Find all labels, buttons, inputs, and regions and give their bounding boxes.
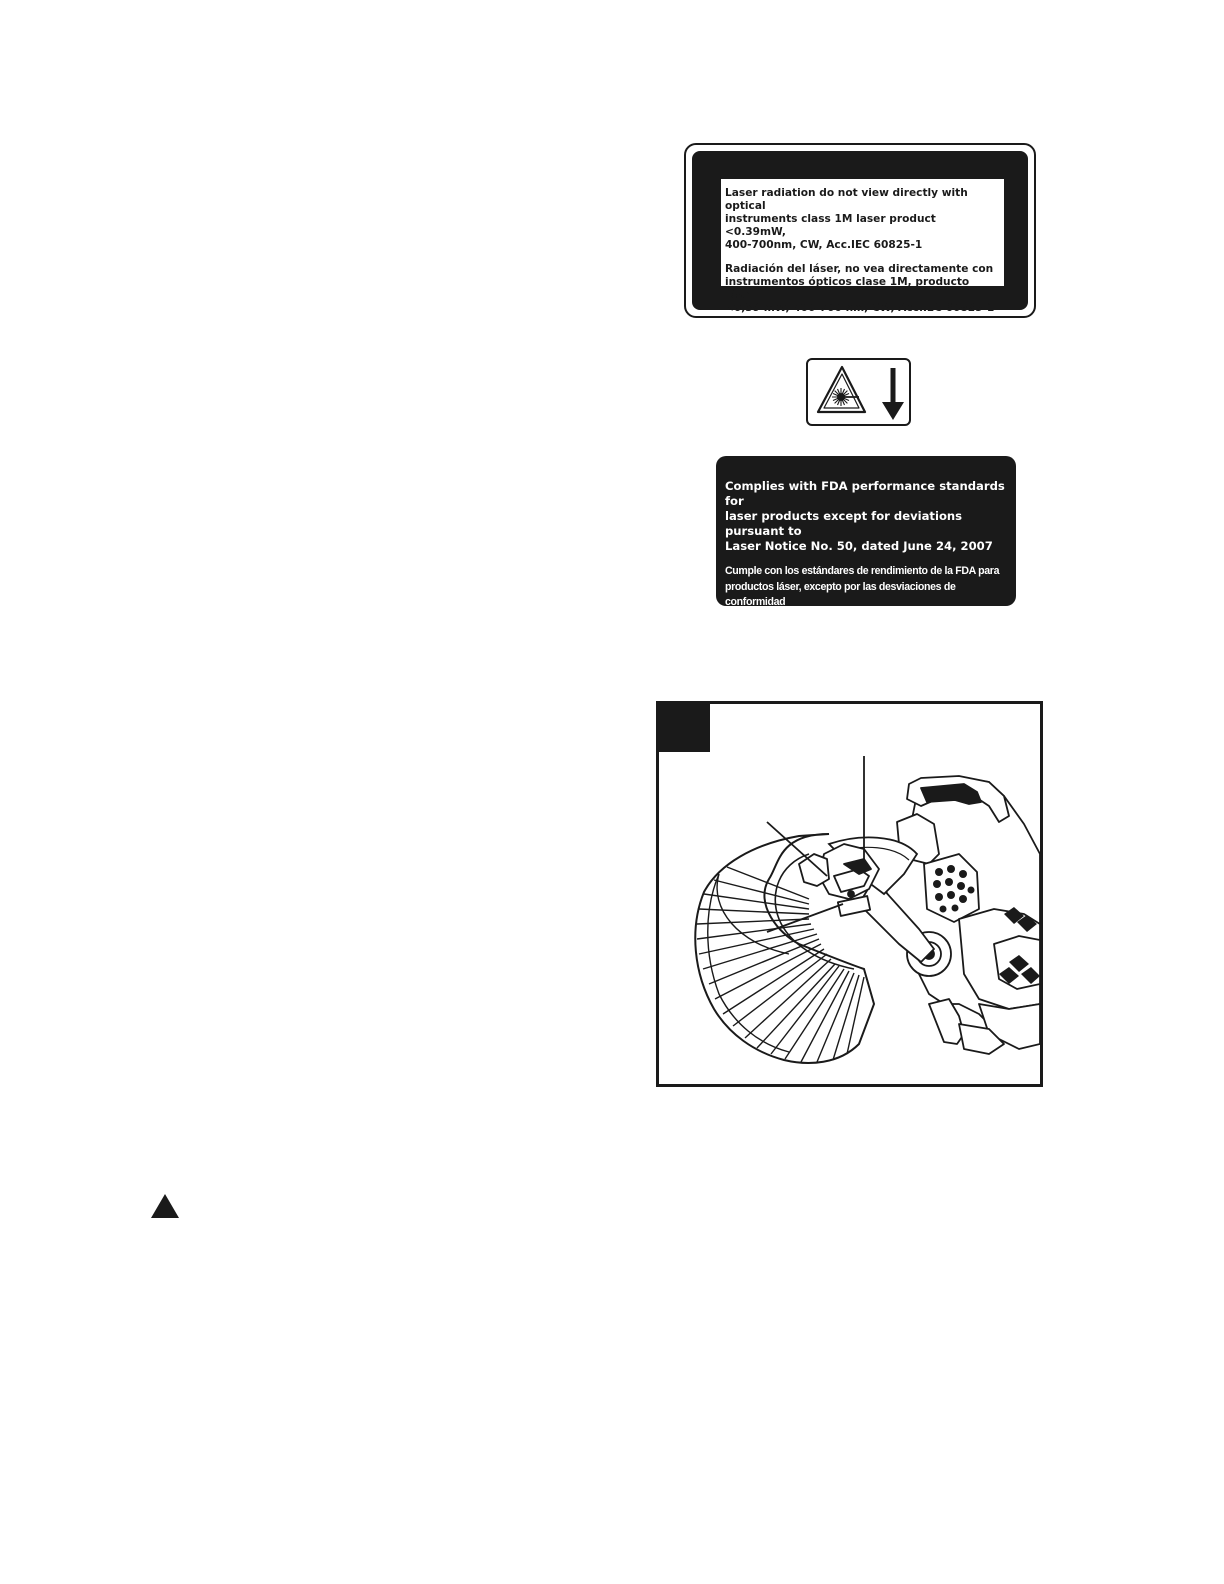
arrow-down-icon bbox=[882, 368, 904, 420]
laser-warning-label bbox=[684, 143, 1036, 318]
fda-compliance-label bbox=[716, 456, 1016, 624]
warning-triangle-icon bbox=[150, 1193, 180, 1219]
laser-radiation-warning-icon bbox=[818, 367, 865, 412]
figure-frame bbox=[656, 701, 1043, 1087]
miter-saw-laser-housing-illustration bbox=[659, 704, 1040, 1084]
fda-compliance-spanish: Cumple con los estándares de rendimiento de la FDA para productos láser, excepto por las desviaciones de conformidad con el Aviso de láser No. 50, con fecha 24 de junio de 2007 bbox=[725, 565, 1000, 624]
laser-warning-spanish: Radiación del láser, no vea directamente con instrumentos ópticos clase 1M, producto láser <0,39 mW, 400-700 nm, CW, Acc.IEC 60825-1 bbox=[725, 263, 995, 314]
laser-warning-label-background bbox=[692, 151, 1028, 314]
laser-aperture-symbol bbox=[806, 358, 911, 426]
laser-warning-english: Laser radiation do not view directly with optical instruments class 1M laser product <0.39mW, 400-700nm, CW, Acc.IEC 60825-1 bbox=[725, 187, 968, 251]
fda-compliance-english: Complies with FDA performance standards for laser products except for deviations pursuant to Laser Notice No. 50, dated June 24, 2007 bbox=[725, 479, 1005, 553]
laser-warning-text-panel bbox=[721, 179, 1004, 314]
